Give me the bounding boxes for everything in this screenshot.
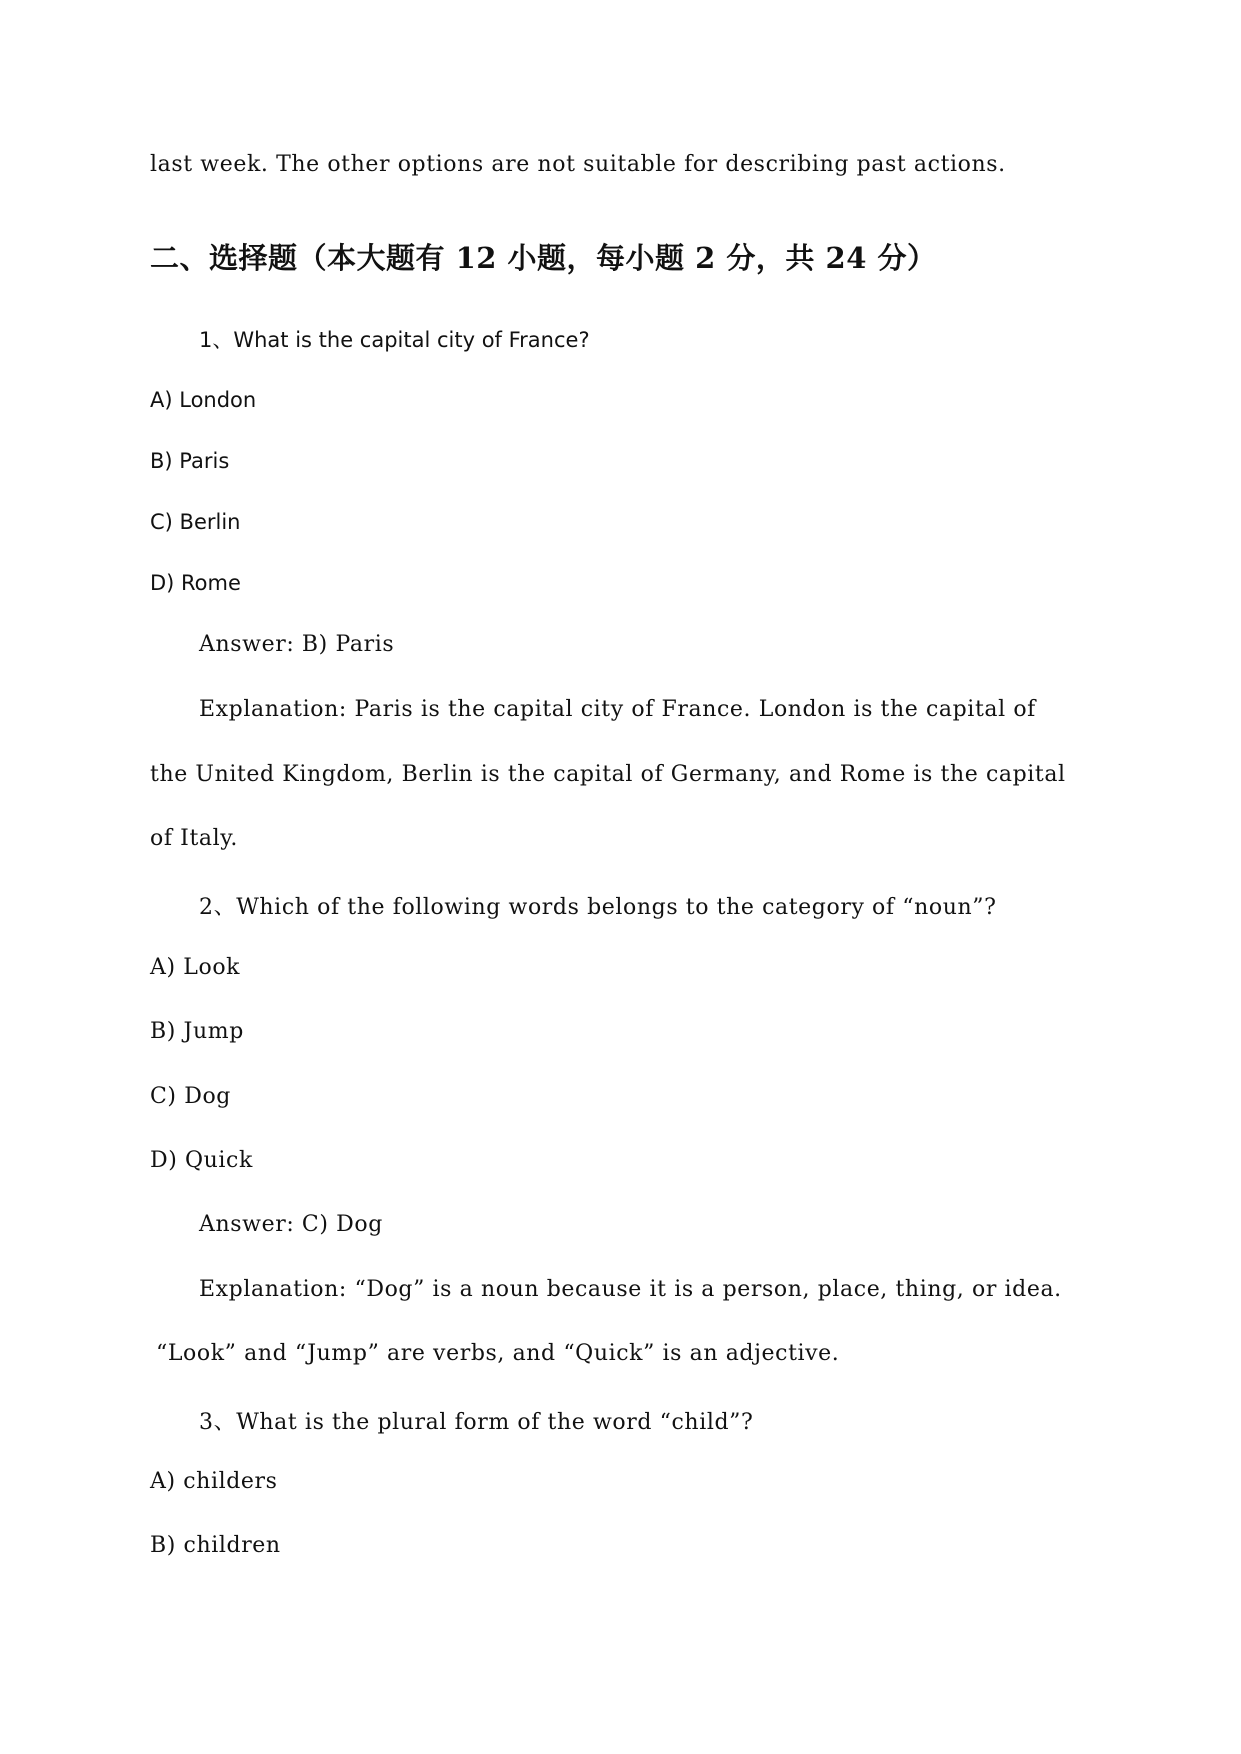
question-2-answer: Answer: C) Dog xyxy=(199,1212,383,1237)
question-1-option-d: D) Rome xyxy=(150,571,241,595)
question-1-option-c: C) Berlin xyxy=(150,510,241,534)
question-1-explanation-line-2: the United Kingdom, Berlin is the capital of Germany, and Rome is the capital xyxy=(150,762,1066,787)
question-3-option-a: A) childers xyxy=(150,1469,278,1494)
question-2-option-d: D) Quick xyxy=(150,1148,253,1173)
question-1-text: 1、What is the capital city of France? xyxy=(199,328,590,352)
question-1-answer: Answer: B) Paris xyxy=(199,632,395,657)
question-1-option-b: B) Paris xyxy=(150,449,230,473)
question-2-option-b: B) Jump xyxy=(150,1019,244,1044)
question-2-option-a: A) Look xyxy=(150,955,241,980)
question-2-explanation-line-2: “Look” and “Jump” are verbs, and “Quick” is an adjective. xyxy=(156,1341,840,1366)
question-2-text: 2、Which of the following words belongs to the category of “noun”? xyxy=(199,895,997,920)
question-1-explanation-line-3: of Italy. xyxy=(150,826,238,851)
question-3-text: 3、What is the plural form of the word “child”? xyxy=(199,1410,754,1435)
section-heading: 二、选择题（本大题有 12 小题，每小题 2 分，共 24 分） xyxy=(150,241,937,275)
question-1-explanation-line-1: Explanation: Paris is the capital city of France. London is the capital of xyxy=(199,697,1036,722)
question-2-explanation-line-1: Explanation: “Dog” is a noun because it is a person, place, thing, or idea. xyxy=(199,1277,1062,1302)
question-2-option-c: C) Dog xyxy=(150,1084,231,1109)
intro-continuation: last week. The other options are not suitable for describing past actions. xyxy=(150,152,1006,177)
question-3-option-b: B) children xyxy=(150,1533,281,1558)
question-1-option-a: A) London xyxy=(150,388,257,412)
